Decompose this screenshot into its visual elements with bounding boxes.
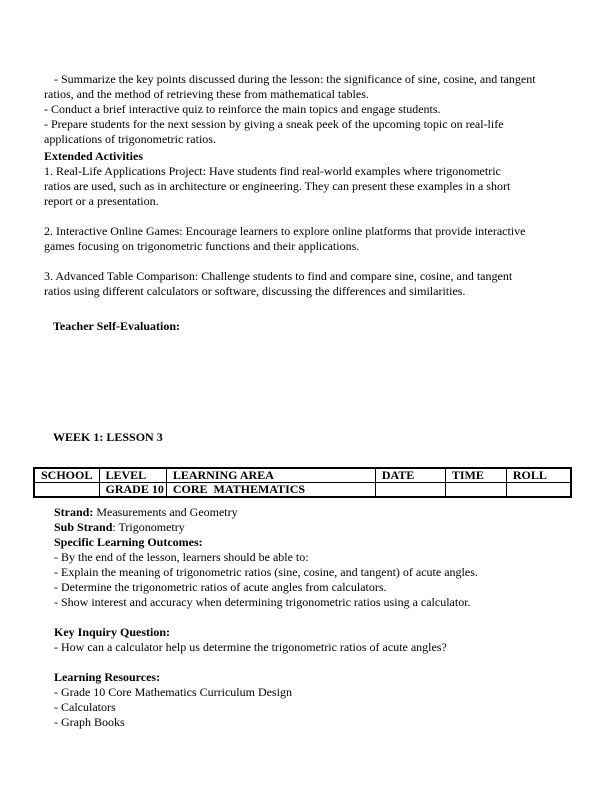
lesson-info-table [33,467,572,498]
strand-label: Strand: [54,505,94,519]
column-header-learning-area: LEARNING AREA [166,468,375,483]
sub-strand-label: Sub Strand [54,520,113,534]
text-line: - Determine the trigonometric ratios of acute angles from calculators. [54,580,387,594]
cell-time [445,483,506,498]
text-line: - By the end of the lesson, learners should be able to: [54,550,309,564]
column-header-school: SCHOOL [34,468,99,483]
sub-strand-line [54,520,478,535]
week-lesson-heading: WEEK 1: LESSON 3 [53,430,163,444]
text-line: - Show interest and accuracy when determining trigonometric ratios using a calculator. [54,595,471,609]
cell-school [34,483,99,498]
text-line: - Calculators [54,700,116,714]
learning-resources-section [54,670,292,730]
text-line: ratios are used, such as in architecture or engineering. They can present these examples in a short [44,179,511,193]
text-line: - Prepare students for the next session by giving a sneak peek of the upcoming topic on real-life [44,117,504,131]
cell-date [375,483,445,498]
outcomes-heading: Specific Learning Outcomes: [54,535,203,549]
activity-1 [44,164,510,209]
activity-2 [44,224,525,254]
text-line: - Grade 10 Core Mathematics Curriculum Design [54,685,292,699]
text-line: ratios using different calculators or software, discussing the differences and similarities. [44,284,466,298]
teacher-self-evaluation-heading: Teacher Self-Evaluation: [53,319,181,333]
text-line: - Graph Books [54,715,125,729]
key-inquiry-section [54,625,447,655]
sub-strand-value: : Trigonometry [112,520,185,534]
table-row [34,483,571,498]
cell-roll [506,483,571,498]
cell-learning-area: CORE MATHEMATICS [166,483,375,498]
strand-line [54,505,478,520]
text-line: report or a presentation. [44,194,159,208]
text-line: applications of trigonometric ratios. [44,132,216,146]
column-header-time: TIME [445,468,506,483]
column-header-date: DATE [375,468,445,483]
text-line: 1. Real-Life Applications Project: Have students find real-world examples where trigonometric [44,164,501,178]
lesson-closing-notes [44,72,536,147]
key-inquiry-heading: Key Inquiry Question: [54,625,171,639]
text-line: - How can a calculator help us determine the trigonometric ratios of acute angles? [54,640,447,654]
activity-3 [44,269,512,299]
text-line: - Conduct a brief interactive quiz to reinforce the main topics and engage students. [44,102,441,116]
strand-value: Measurements and Geometry [93,505,238,519]
lesson-details [54,505,478,610]
learning-resources-heading: Learning Resources: [54,670,161,684]
text-line: 3. Advanced Table Comparison: Challenge students to find and compare sine, cosine, and tangent [44,269,513,283]
text-line: 2. Interactive Online Games: Encourage learners to explore online platforms that provide interactive [44,224,526,238]
extended-activities-heading: Extended Activities [44,149,143,163]
text-line: games focusing on trigonometric functions and their applications. [44,239,360,253]
table-header-row [34,468,571,483]
column-header-level: LEVEL [99,468,166,483]
cell-level: GRADE 10 [99,483,166,498]
text-line: - Summarize the key points discussed during the lesson: the significance of sine, cosine, and tangent [54,72,536,86]
column-header-roll: ROLL [506,468,571,483]
text-line: - Explain the meaning of trigonometric ratios (sine, cosine, and tangent) of acute angles. [54,565,478,579]
text-line: ratios, and the method of retrieving these from mathematical tables. [44,87,369,101]
